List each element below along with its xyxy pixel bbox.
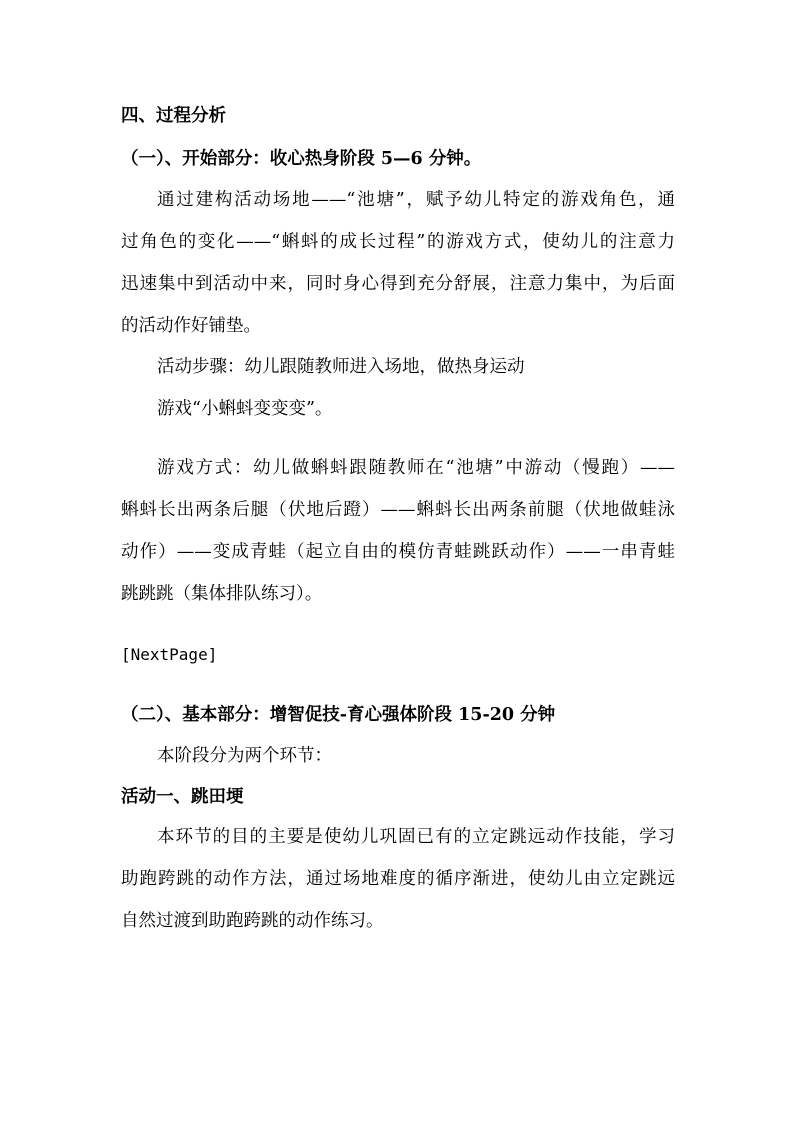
paragraph-line: 助跑跨跳的动作方法，通过场地难度的循序渐进，使幼儿由立定跳远	[121, 869, 675, 889]
paragraph-line: 的活动作好铺垫。	[121, 316, 261, 336]
section-heading-process-analysis: 四、过程分析	[121, 106, 226, 126]
paragraph-line: 本环节的目的主要是使幼儿巩固已有的立定跳远动作技能，学习	[157, 827, 675, 847]
paragraph-line: 跳跳跳（集体排队练习）。	[121, 584, 323, 604]
section-intro-text: 本阶段分为两个环节：	[157, 746, 332, 766]
paragraph-line: 自然过渡到助跑跨跳的动作练习。	[121, 911, 384, 931]
paragraph-line: 过角色的变化——“蝌蚪的成长过程”的游戏方式，使幼儿的注意力	[121, 232, 675, 252]
paragraph-line: 动作）——变成青蛙（起立自由的模仿青蛙跳跃动作）——一串青蛙	[121, 542, 675, 562]
paragraph-line: 通过建构活动场地——“池塘”，赋予幼儿特定的游戏角色，通	[157, 190, 675, 210]
subsection-heading-opening: （一）、开始部分：收心热身阶段 5—6 分钟。	[121, 149, 482, 169]
activity-heading: 活动一、跳田埂	[121, 787, 244, 807]
paragraph-line: 迅速集中到活动中来，同时身心得到充分舒展，注意力集中，为后面	[121, 274, 675, 294]
paragraph-line: 游戏方式：幼儿做蝌蚪跟随教师在“池塘”中游动（慢跑）——	[157, 458, 675, 478]
paragraph-line: 蝌蚪长出两条后腿（伏地后蹬）——蝌蚪长出两条前腿（伏地做蛙泳	[121, 500, 675, 520]
activity-steps-text: 活动步骤：幼儿跟随教师进入场地，做热身运动	[157, 357, 525, 377]
game-name-text: 游戏“小蝌蚪变变变”。	[157, 399, 333, 419]
subsection-heading-basic: （二）、基本部分：增智促技-育心强体阶段 15-20 分钟	[121, 705, 556, 725]
page-break-marker: [NextPage]	[121, 645, 218, 664]
